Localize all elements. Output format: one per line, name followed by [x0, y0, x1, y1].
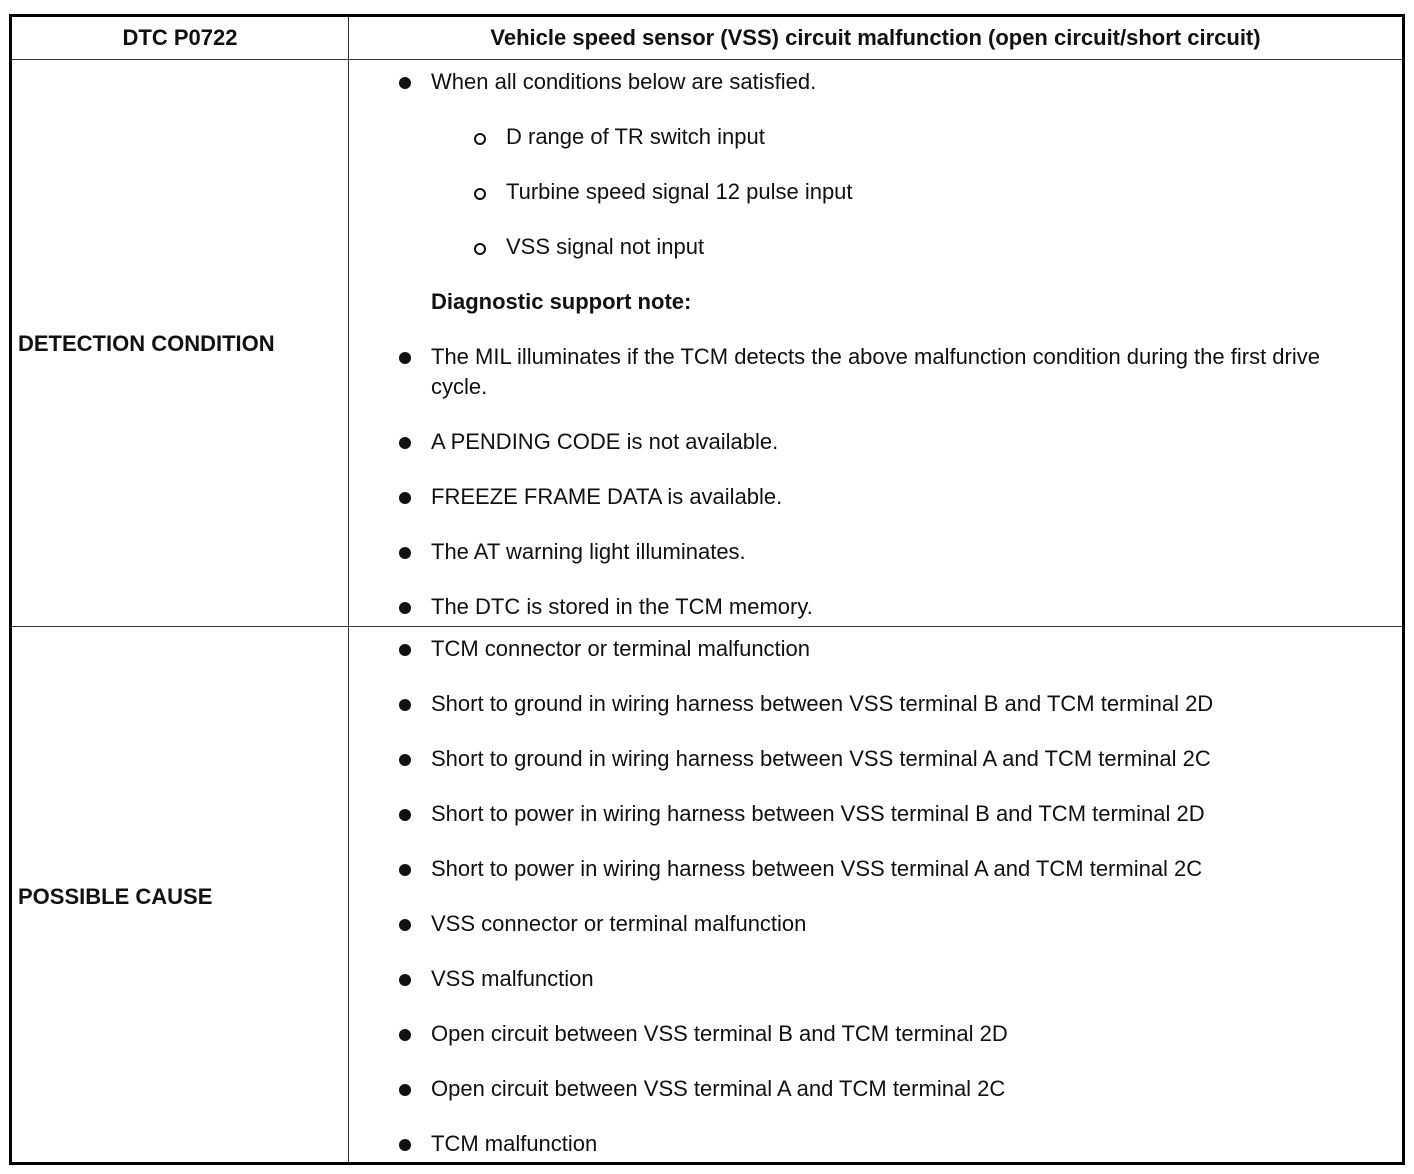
bullet-icon [399, 602, 411, 614]
cause-text: VSS malfunction [431, 966, 594, 991]
dtc-code-header: DTC P0722 [122, 25, 238, 50]
note-text: The DTC is stored in the TCM memory. [431, 594, 813, 619]
bullet-icon [399, 919, 411, 931]
bullet-icon [399, 754, 411, 766]
condition-text: VSS signal not input [506, 234, 705, 259]
cause-text: VSS connector or terminal malfunction [431, 911, 807, 936]
open-bullet-icon [474, 243, 486, 255]
header-divider [12, 59, 1402, 60]
note-text: The AT warning light illuminates. [431, 539, 746, 564]
cause-text: Short to power in wiring harness between VSS terminal B and TCM terminal 2D [431, 801, 1205, 826]
cause-text: Open circuit between VSS terminal A and TCM terminal 2C [431, 1076, 1006, 1101]
bullet-icon [399, 644, 411, 656]
bullet-icon [399, 864, 411, 876]
note-text: A PENDING CODE is not available. [431, 429, 779, 454]
detection-condition-label: DETECTION CONDITION [18, 331, 275, 356]
cause-text: TCM malfunction [431, 1131, 598, 1156]
open-bullet-icon [474, 188, 486, 200]
note-text: FREEZE FRAME DATA is available. [431, 484, 783, 509]
bullet-icon [399, 699, 411, 711]
row-divider [12, 626, 1402, 627]
cause-text: Short to ground in wiring harness between VSS terminal B and TCM terminal 2D [431, 691, 1214, 716]
cause-text: Short to ground in wiring harness between VSS terminal A and TCM terminal 2C [431, 746, 1211, 771]
diagnostic-note-heading: Diagnostic support note: [431, 289, 692, 314]
bullet-icon [399, 1084, 411, 1096]
column-divider [348, 17, 349, 1162]
note-text: The MIL illuminates if the TCM detects the above malfunction condition during the first drive cycle. [431, 344, 1320, 399]
condition-text: D range of TR switch input [506, 124, 765, 149]
bullet-icon [399, 437, 411, 449]
bullet-icon [399, 547, 411, 559]
cause-text: Open circuit between VSS terminal B and TCM terminal 2D [431, 1021, 1008, 1046]
possible-cause-label: POSSIBLE CAUSE [18, 884, 213, 909]
bullet-icon [399, 1139, 411, 1151]
bullet-icon [399, 974, 411, 986]
bullet-icon [399, 77, 411, 89]
bullet-icon [399, 809, 411, 821]
dtc-table [9, 14, 1405, 1165]
condition-text: Turbine speed signal 12 pulse input [506, 179, 853, 204]
detection-intro: When all conditions below are satisfied. [431, 69, 817, 94]
bullet-icon [399, 352, 411, 364]
cause-text: TCM connector or terminal malfunction [431, 636, 811, 661]
dtc-title-header: Vehicle speed sensor (VSS) circuit malfunction (open circuit/short circuit) [490, 25, 1261, 50]
bullet-icon [399, 1029, 411, 1041]
open-bullet-icon [474, 133, 486, 145]
cause-text: Short to power in wiring harness between VSS terminal A and TCM terminal 2C [431, 856, 1203, 881]
bullet-icon [399, 492, 411, 504]
